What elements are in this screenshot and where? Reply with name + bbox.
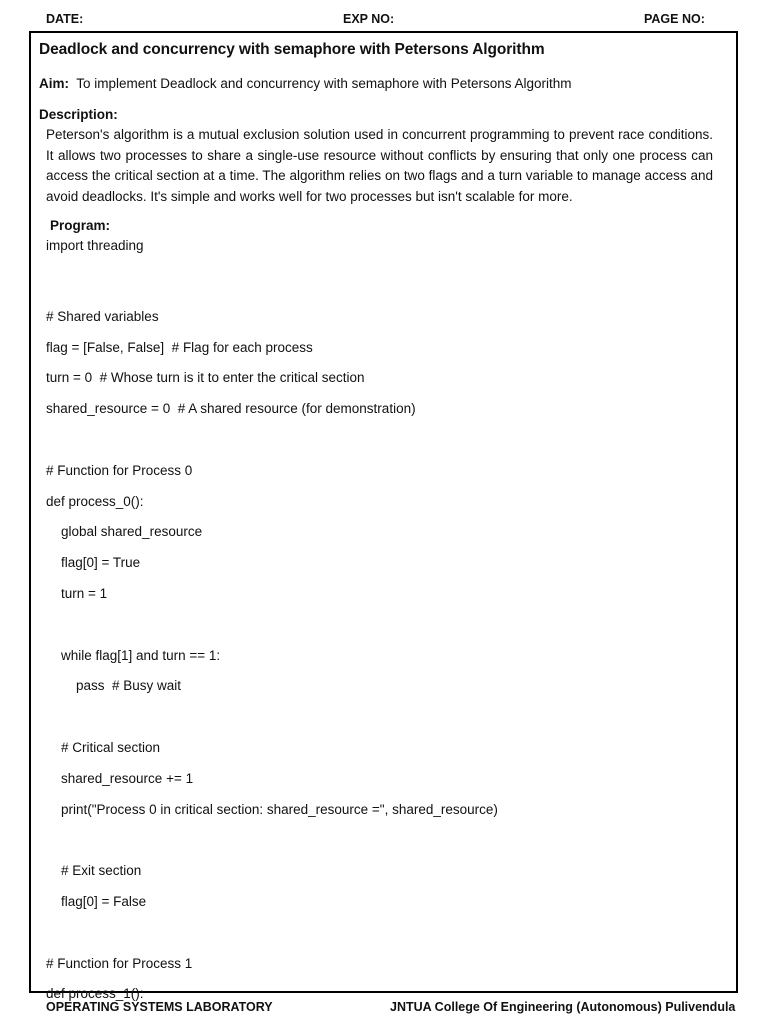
document-title: Deadlock and concurrency with semaphore with Petersons Algorithm (39, 41, 545, 58)
code-line: def process_1(): (46, 986, 144, 1002)
description-heading: Description: (39, 107, 118, 122)
code-line (46, 430, 726, 461)
description-text: Peterson's algorithm is a mutual exclusion solution used in concurrent programming to prevent race conditions. It allows two processes to share a single-use resource without conflicts by ensuring that only one process can access the critical section at a time. The algorithm relies on two flags and a turn variable to manage access and avoid deadlocks. It's simple and works well for two processes but isn't scalable for more. (46, 127, 713, 204)
content-frame (29, 31, 738, 1002)
code-line (46, 923, 726, 954)
code-line: def process_0(): (46, 493, 144, 509)
code-line: flag[0] = True (46, 555, 141, 571)
page-no-label: PAGE NO: (644, 12, 705, 26)
code-line: pass # Busy wait (46, 678, 182, 694)
code-line: while flag[1] and turn == 1: (46, 647, 221, 663)
code-line: # Critical section (46, 739, 161, 755)
code-line (46, 830, 726, 861)
code-line: turn = 0 # Whose turn is it to enter the critical section (46, 370, 365, 386)
code-line: print("Process 0 in critical section: shared_resource =", shared_resource) (46, 801, 498, 817)
exp-no-label: EXP NO: (343, 12, 395, 26)
aim-label: Aim: (39, 76, 69, 91)
footer-college-name: JNTUA College Of Engineering (Autonomous) Pulivendula (390, 1000, 736, 1014)
code-block (46, 236, 726, 1015)
code-line: import threading (46, 238, 144, 253)
aim-text: To implement Deadlock and concurrency with semaphore with Petersons Algorithm (76, 76, 572, 91)
code-line (46, 615, 726, 646)
code-line (46, 276, 726, 307)
code-line: flag[0] = False (46, 893, 147, 909)
code-line: flag = [False, False] # Flag for each process (46, 339, 313, 355)
code-line: shared_resource += 1 (46, 770, 194, 786)
code-line: global shared_resource (46, 524, 203, 540)
program-heading: Program: (50, 218, 111, 233)
code-line (46, 707, 726, 738)
code-line: # Exit section (46, 863, 142, 879)
footer-lab-name: OPERATING SYSTEMS LABORATORY (46, 1000, 273, 1014)
code-line: shared_resource = 0 # A shared resource (for demonstration) (46, 401, 416, 417)
code-line: # Shared variables (46, 308, 159, 324)
code-line: # Function for Process 0 (46, 462, 193, 478)
code-line: # Function for Process 1 (46, 955, 193, 971)
aim-line (39, 76, 572, 91)
date-label: DATE: (46, 12, 84, 26)
code-line: turn = 1 (46, 585, 108, 601)
